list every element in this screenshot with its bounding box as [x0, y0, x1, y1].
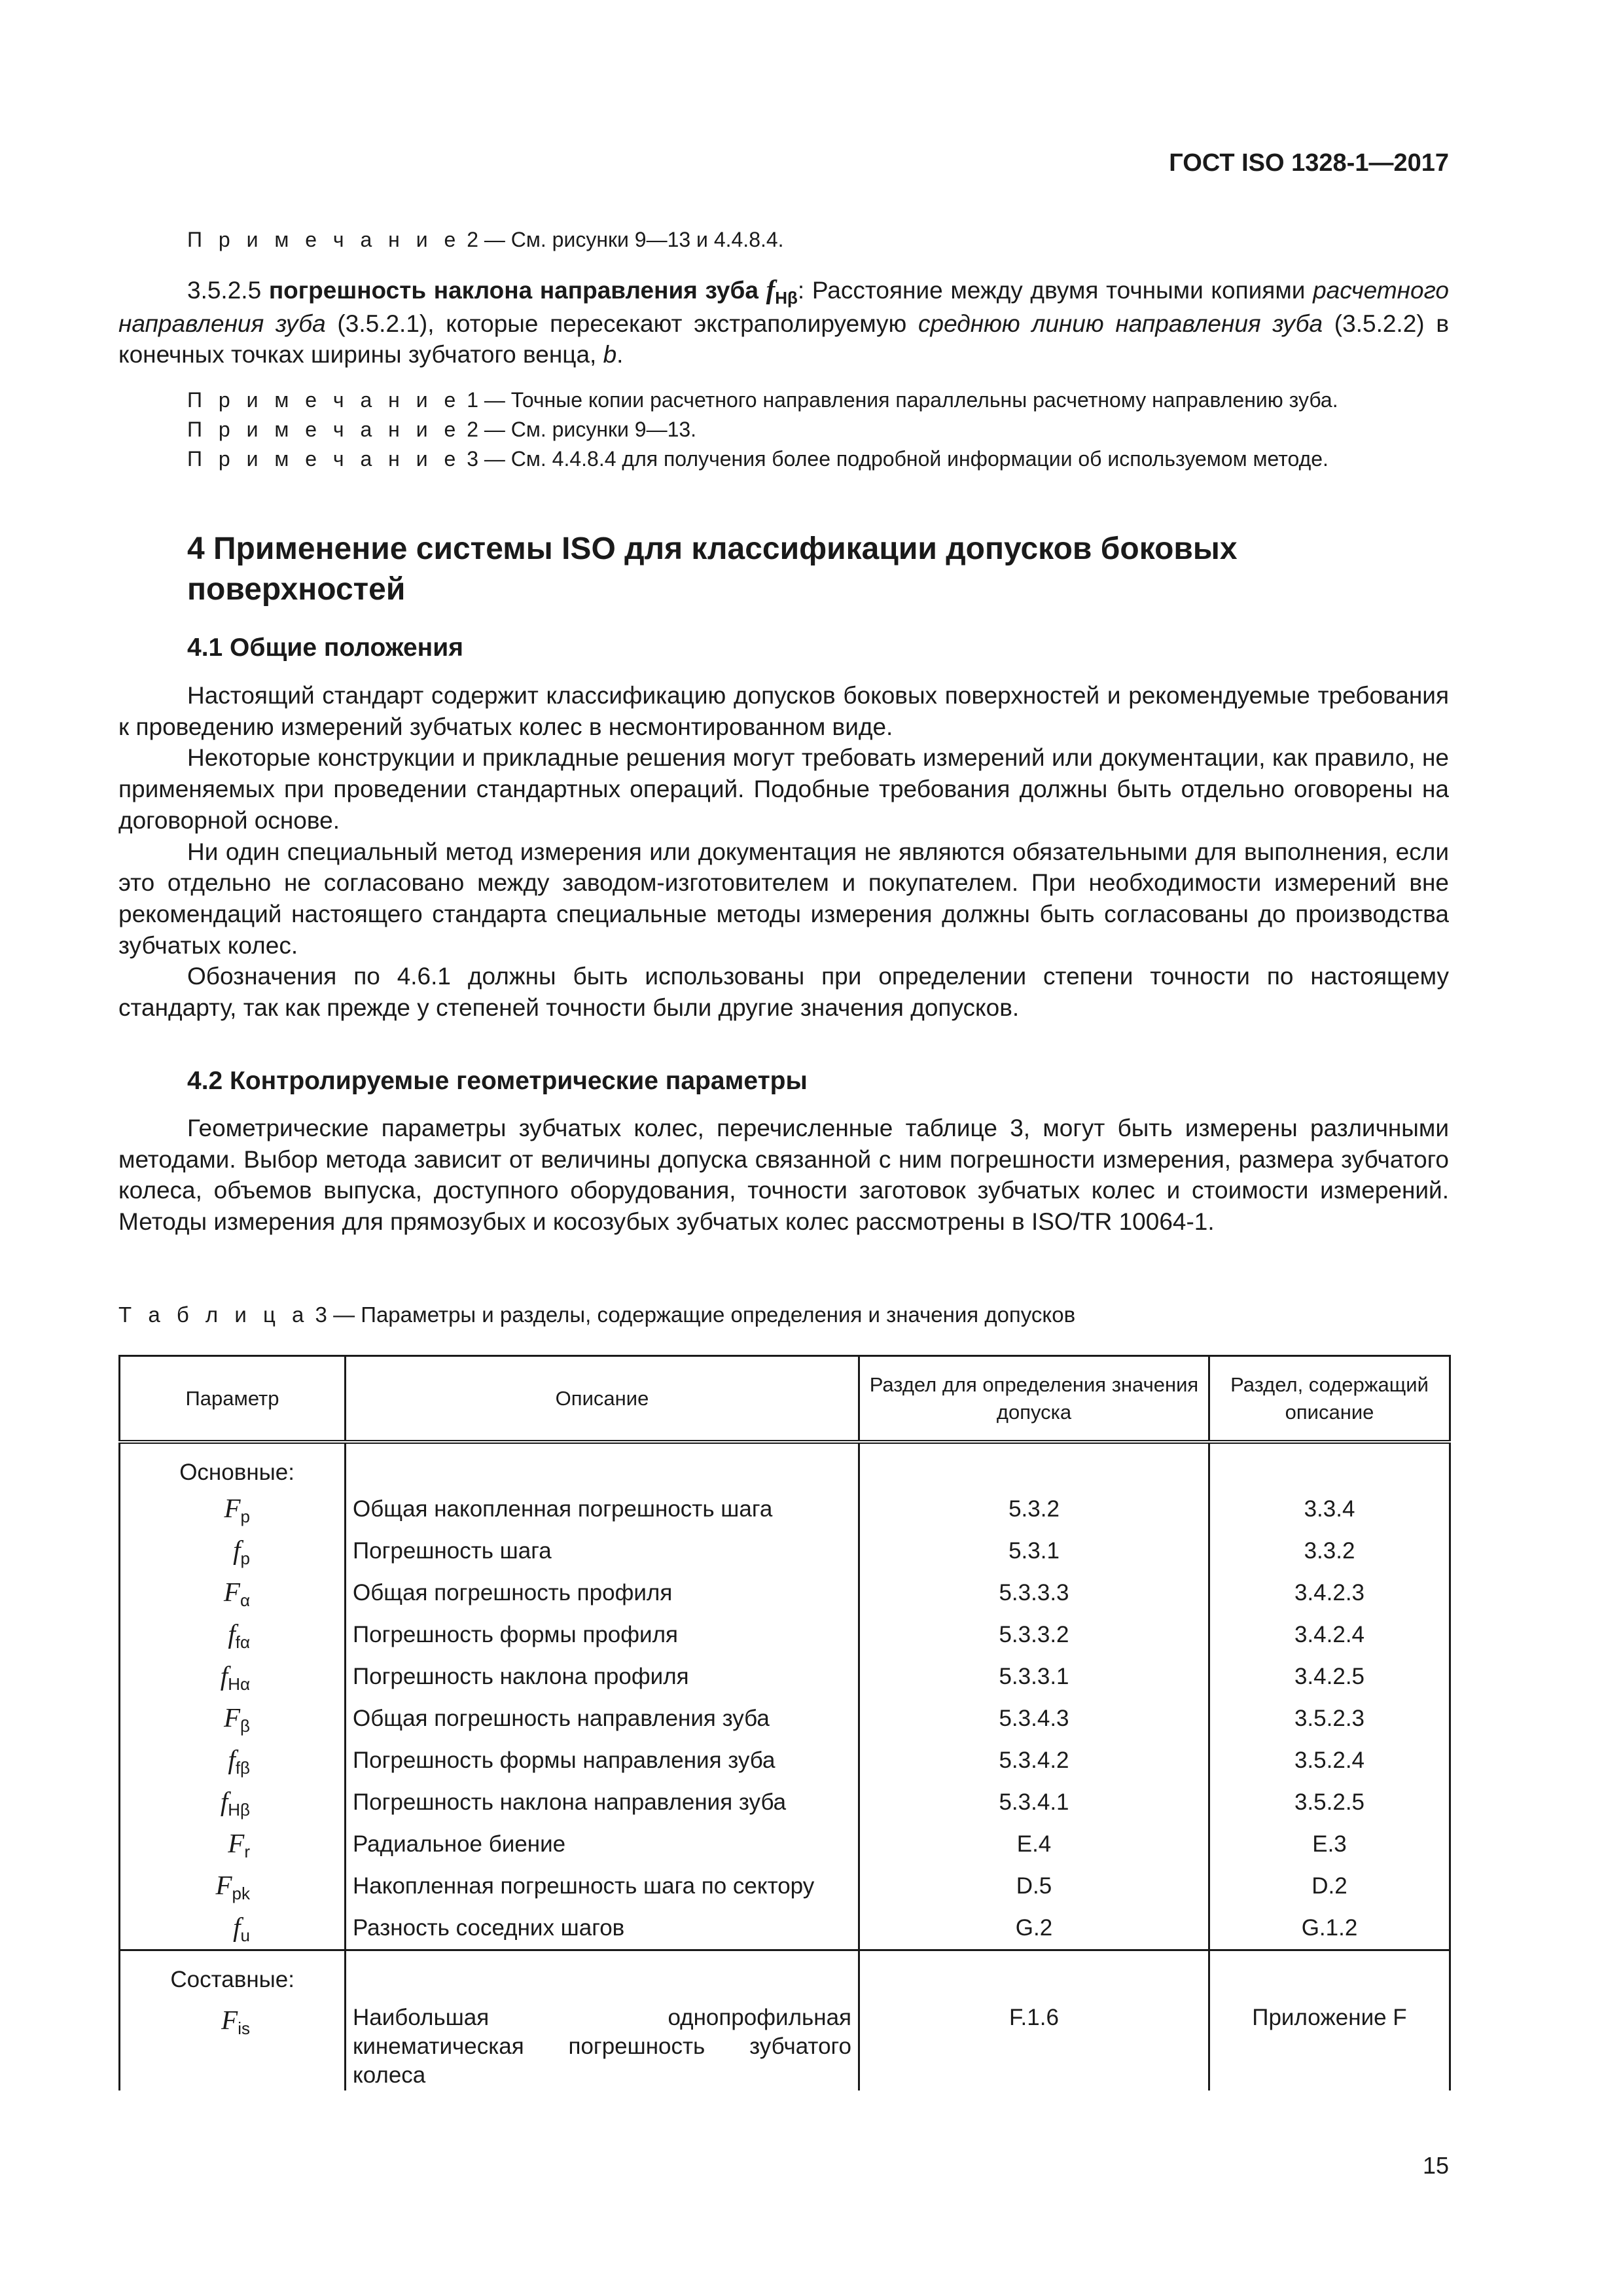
parameter-symbol: $F_\alpha$	[120, 1572, 346, 1614]
parameter-description: Наибольшая однопрофильная кинематическая погрешность зубчатого колеса	[346, 1996, 859, 2090]
tolerance-section: E.4	[859, 1823, 1209, 1865]
parameter-symbol: $F_{is}$	[120, 1996, 346, 2090]
parameter-description: Радиальное биение	[346, 1823, 859, 1865]
paragraph: Некоторые конструкции и прикладные решения могут требовать измерений или документации, как правило, не применяемых при проведении стандартных операций. Подобные требования должны быть отдельно оговорены на договорной основе.	[118, 744, 1449, 834]
header-tolerance-section: Раздел для определения значения допуска	[859, 1356, 1209, 1443]
header-parameter: Параметр	[120, 1356, 346, 1443]
description-section: Приложение F	[1209, 1996, 1450, 2090]
clause-symbol-sub: Hβ	[775, 288, 798, 308]
group-label: Составные:	[120, 1950, 346, 1996]
parameter-description: Погрешность наклона профиля	[346, 1656, 859, 1698]
parameter-symbol: $f_{H\alpha}$	[120, 1656, 346, 1698]
page-number: 15	[1422, 2152, 1449, 2179]
parameter-symbol: $f_{f\beta}$	[120, 1740, 346, 1782]
clause-text-4: .	[616, 341, 624, 368]
clause-symbol: f	[766, 274, 776, 304]
table-header-row	[120, 1356, 1450, 1443]
parameter-symbol: $F_p$	[120, 1488, 346, 1530]
tolerance-section: 5.3.4.1	[859, 1782, 1209, 1823]
parameter-description: Общая погрешность направления зуба	[346, 1698, 859, 1740]
section-4-heading-line-1: 4 Применение системы ISO для классификации допусков боковых	[187, 531, 1238, 566]
table-row	[120, 1823, 1450, 1865]
parameter-description: Общая погрешность профиля	[346, 1572, 859, 1614]
tolerance-section: 5.3.3.1	[859, 1656, 1209, 1698]
table-3-caption	[118, 1301, 1075, 1328]
parameter-description: Погрешность формы направления зуба	[346, 1740, 859, 1782]
section-4-2-heading: 4.2 Контролируемые геометрические параметры	[187, 1067, 808, 1095]
clause-text-3: (3.5.2.2) в конечных точках ширины зубчатого венца,	[118, 310, 1449, 368]
paragraph: Ни один специальный метод измерения или документация не являются обязательными для выполнения, если это отдельно не согласовано между заводом-изготовителем и покупателем. При необходимости измерений вне рекомендаций настоящего стандарта специальные методы измерения должны быть согласованы до производства зубчатых колес.	[118, 838, 1449, 959]
note-text: 2 — См. рисунки 9—13 и 4.4.8.4.	[461, 228, 784, 251]
tolerance-section: F.1.6	[859, 1996, 1209, 2090]
note-label: П р и м е ч а н и е	[187, 447, 461, 471]
clause-term-ref-2: среднюю линию направления зуба	[918, 310, 1323, 338]
tolerance-section: D.5	[859, 1865, 1209, 1907]
table-row	[120, 1488, 1450, 1530]
table-row	[120, 1530, 1450, 1572]
note-label: П р и м е ч а н и е	[187, 228, 461, 251]
section-4-1-body	[118, 680, 1449, 1024]
tolerance-section: 5.3.1	[859, 1530, 1209, 1572]
clause-term: погрешность наклона направления зуба	[268, 277, 758, 304]
parameter-symbol: $f_u$	[120, 1907, 346, 1950]
tolerance-section: 5.3.2	[859, 1488, 1209, 1530]
table-row	[120, 1656, 1450, 1698]
description-section: E.3	[1209, 1823, 1450, 1865]
group-row-composite	[120, 1950, 1450, 1996]
description-section: D.2	[1209, 1865, 1450, 1907]
parameter-description: Общая накопленная погрешность шага	[346, 1488, 859, 1530]
section-4-heading-line-2: поверхностей	[187, 572, 406, 607]
parameter-description: Погрешность шага	[346, 1530, 859, 1572]
parameter-description: Погрешность наклона направления зуба	[346, 1782, 859, 1823]
description-section: 3.4.2.3	[1209, 1572, 1450, 1614]
paragraph: Обозначения по 4.6.1 должны быть использованы при определении степени точности по настоящему стандарту, так как прежде у степеней точности были другие значения допусков.	[118, 963, 1449, 1022]
clause-text-2: (3.5.2.1), которые пересекают экстраполируемую	[325, 310, 919, 338]
table-row	[120, 1865, 1450, 1907]
clause-b-symbol: b	[603, 341, 617, 368]
clause-number: 3.5.2.5	[187, 277, 262, 304]
group-row-basic	[120, 1442, 1450, 1488]
table-row	[120, 1740, 1450, 1782]
description-section: 3.5.2.5	[1209, 1782, 1450, 1823]
tolerance-section: 5.3.3.3	[859, 1572, 1209, 1614]
clause-3-5-2-5	[118, 272, 1449, 370]
section-4-heading	[187, 529, 1398, 611]
clause-note-2	[187, 416, 1449, 444]
description-section: 3.5.2.3	[1209, 1698, 1450, 1740]
table-row	[120, 1614, 1450, 1656]
table-row	[120, 1782, 1450, 1823]
tolerance-section: 5.3.4.2	[859, 1740, 1209, 1782]
parameter-symbol: $F_\beta$	[120, 1698, 346, 1740]
header-description-section: Раздел, содержащий описание	[1209, 1356, 1450, 1443]
description-section: 3.4.2.5	[1209, 1656, 1450, 1698]
parameter-description: Разность соседних шагов	[346, 1907, 859, 1950]
description-section: 3.4.2.4	[1209, 1614, 1450, 1656]
table-row	[120, 1996, 1450, 2090]
standard-header: ГОСТ ISO 1328-1—2017	[1169, 149, 1449, 177]
note-label: П р и м е ч а н и е	[187, 388, 461, 412]
top-note	[187, 226, 1449, 254]
caption-label: Т а б л и ц а	[118, 1302, 310, 1327]
tolerance-section: G.2	[859, 1907, 1209, 1950]
section-4-1-heading: 4.1 Общие положения	[187, 634, 463, 662]
parameter-symbol: $f_{f\alpha}$	[120, 1614, 346, 1656]
description-section: 3.3.2	[1209, 1530, 1450, 1572]
table-row	[120, 1698, 1450, 1740]
parameter-description: Накопленная погрешность шага по сектору	[346, 1865, 859, 1907]
section-4-2-body: Геометрические параметры зубчатых колес, перечисленные таблице 3, могут быть измерены различными методами. Выбор метода зависит от величины допуска связанной с ним погрешности измерения, размера зубчатого колеса, объемов выпуска, доступного оборудования, точности заготовок зубчатых колес и стоимости измерений. Методы измерения для прямозубых и косозубых зубчатых колес рассмотрены в ISO/TR 10064-1.	[118, 1115, 1449, 1236]
description-section: 3.5.2.4	[1209, 1740, 1450, 1782]
tolerance-section: 5.3.3.2	[859, 1614, 1209, 1656]
clause-note-3	[187, 446, 1449, 473]
note-text: 1 — Точные копии расчетного направления параллельны расчетному направлению зуба.	[461, 388, 1338, 412]
table-row	[120, 1907, 1450, 1950]
note-text: 3 — См. 4.4.8.4 для получения более подробной информации об используемом методе.	[461, 447, 1329, 471]
note-text: 2 — См. рисунки 9—13.	[461, 418, 697, 441]
tolerance-section: 5.3.4.3	[859, 1698, 1209, 1740]
parameter-description: Погрешность формы профиля	[346, 1614, 859, 1656]
caption-text: 3 — Параметры и разделы, содержащие определения и значения допусков	[309, 1302, 1076, 1327]
parameter-symbol: $f_p$	[120, 1530, 346, 1572]
parameter-symbol: $F_{pk}$	[120, 1865, 346, 1907]
description-section: G.1.2	[1209, 1907, 1450, 1950]
clause-term-ref-1: расчетного направления зуба	[118, 277, 1450, 338]
table-3	[118, 1355, 1451, 2090]
parameter-symbol: $f_{H\beta}$	[120, 1782, 346, 1823]
clause-text-1: : Расстояние между двумя точными копиями	[797, 277, 1313, 304]
description-section: 3.3.4	[1209, 1488, 1450, 1530]
paragraph: Настоящий стандарт содержит классификацию допусков боковых поверхностей и рекомендуемые требования к проведению измерений зубчатых колес в несмонтированном виде.	[118, 682, 1449, 740]
clause-note-1	[187, 387, 1449, 414]
note-label: П р и м е ч а н и е	[187, 418, 461, 441]
group-label: Основные:	[120, 1442, 346, 1488]
header-description: Описание	[346, 1356, 859, 1443]
table-row	[120, 1572, 1450, 1614]
parameter-symbol: $F_r$	[120, 1823, 346, 1865]
